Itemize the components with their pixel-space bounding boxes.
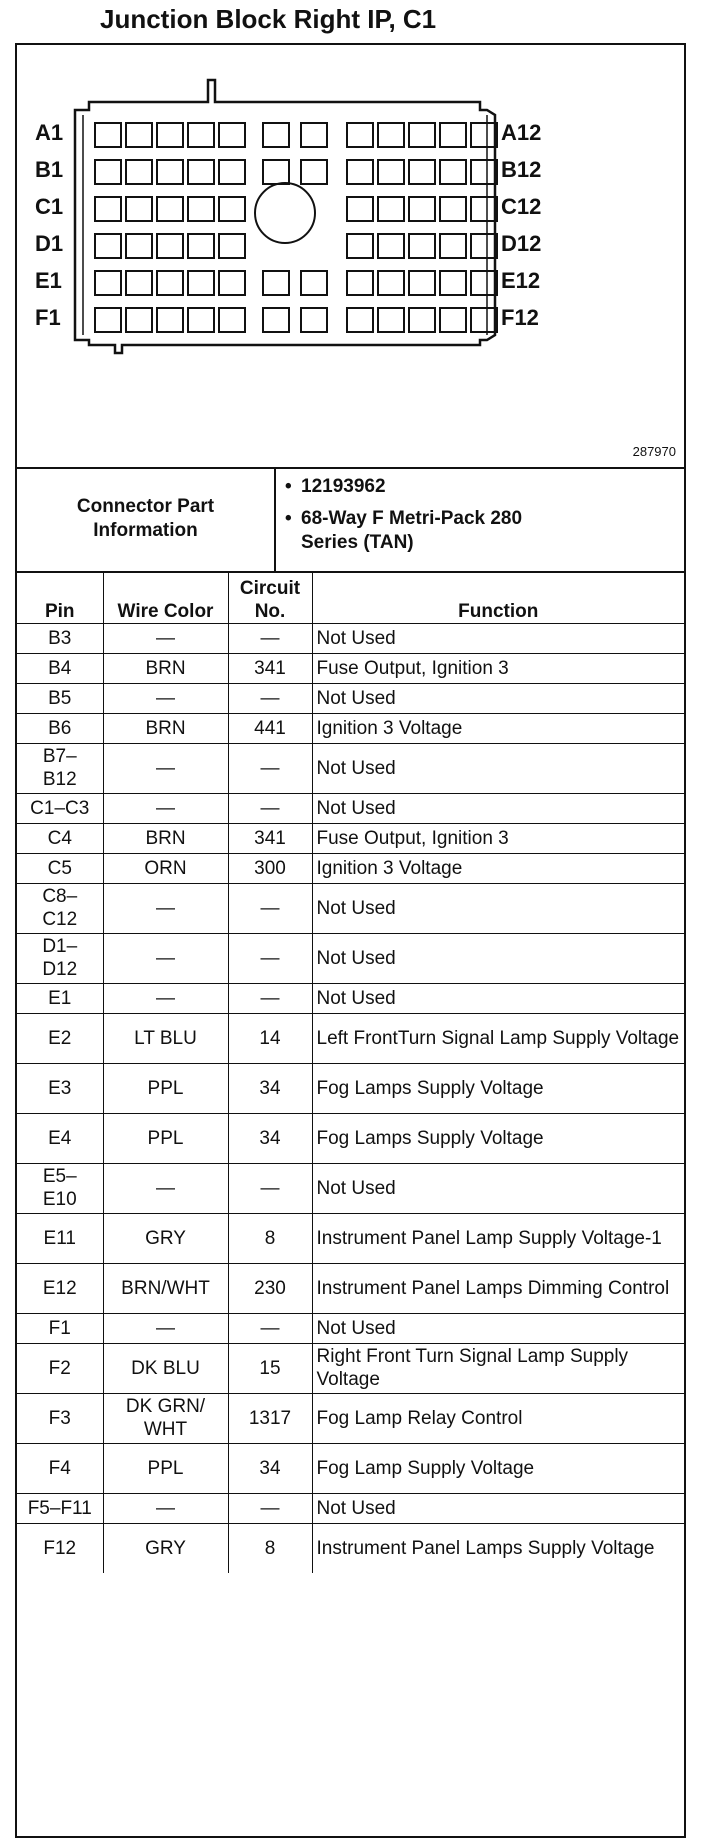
function-cell: Not Used [312,933,684,983]
pin-cell: F5–F11 [17,1493,103,1523]
function-cell: Fog Lamp Supply Voltage [312,1443,684,1493]
pin-cavity [263,271,289,295]
table-row [17,1113,684,1163]
pin-cavity [188,234,214,258]
wire-color-cell: — [103,1163,228,1213]
table-row [17,1313,684,1343]
pin-cavity [409,160,435,184]
pin-cavity [440,308,466,332]
function-cell: Right Front Turn Signal Lamp Supply Voltage [312,1343,684,1393]
header-circuit-no: Circuit No. [228,571,312,623]
function-cell: Instrument Panel Lamps Supply Voltage [312,1523,684,1573]
pin-cavity [219,197,245,221]
circuit-cell: — [228,883,312,933]
pin-cavity [188,197,214,221]
pin-cell: C1–C3 [17,793,103,823]
circuit-cell: 34 [228,1063,312,1113]
pin-cavity [126,123,152,147]
function-cell: Fuse Output, Ignition 3 [312,653,684,683]
function-cell: Fog Lamps Supply Voltage [312,1113,684,1163]
pin-cell: F1 [17,1313,103,1343]
description-item: • 68-Way F Metri-Pack 280 Series (TAN) [285,507,531,555]
pin-cell: B4 [17,653,103,683]
row-label-left: C1 [35,194,64,219]
table-row [17,743,684,793]
table-row [17,1213,684,1263]
header-wire-color: Wire Color [103,571,228,623]
pin-cavity [126,308,152,332]
table-row [17,983,684,1013]
wire-color-cell: — [103,983,228,1013]
circuit-cell: 341 [228,823,312,853]
pin-cavity [95,197,121,221]
table-row [17,623,684,653]
circuit-cell: — [228,1163,312,1213]
pin-cavity [157,160,183,184]
pin-cavity [471,197,497,221]
pin-cell: E2 [17,1013,103,1063]
pin-cavity [157,123,183,147]
pin-cell: B7–B12 [17,743,103,793]
table-row [17,1163,684,1213]
pin-cavity [157,271,183,295]
function-cell: Not Used [312,1493,684,1523]
circuit-cell: — [228,1493,312,1523]
wire-color-cell: — [103,683,228,713]
wire-color-cell: — [103,883,228,933]
circuit-cell: 34 [228,1443,312,1493]
wire-color-cell: GRY [103,1213,228,1263]
table-row [17,1523,684,1573]
circuit-cell: 15 [228,1343,312,1393]
table-row [17,1493,684,1523]
pin-cavity [219,271,245,295]
pin-cavity [378,197,404,221]
function-cell: Left FrontTurn Signal Lamp Supply Voltage [312,1013,684,1063]
row-label-left: B1 [35,157,64,182]
function-cell: Not Used [312,883,684,933]
pin-cavity [188,123,214,147]
function-cell: Not Used [312,1163,684,1213]
pin-cavity [157,308,183,332]
table-row [17,823,684,853]
wire-color-cell: PPL [103,1063,228,1113]
pin-cavity [263,160,289,184]
row-label-left: D1 [35,231,64,256]
pin-cavity [95,308,121,332]
pin-cavity [440,160,466,184]
pin-cavity [440,271,466,295]
pin-cell: B5 [17,683,103,713]
circuit-cell: 441 [228,713,312,743]
pin-cavity [347,160,373,184]
wire-color-cell: DK GRN/ WHT [103,1393,228,1443]
pin-cavity [157,197,183,221]
pin-cavity [95,234,121,258]
pin-cell: E4 [17,1113,103,1163]
circuit-cell: 14 [228,1013,312,1063]
row-label-right: A12 [501,120,542,145]
connector-part-info [17,467,684,573]
pin-table [17,571,684,1573]
pin-cell: D1–D12 [17,933,103,983]
wire-color-cell: BRN [103,713,228,743]
pin-cavity [409,271,435,295]
pin-cell: F3 [17,1393,103,1443]
function-cell: Instrument Panel Lamp Supply Voltage-1 [312,1213,684,1263]
part-number: 12193962 [301,476,386,497]
wire-color-cell: — [103,623,228,653]
pin-cell: E11 [17,1213,103,1263]
connector-housing-outline [75,80,495,353]
table-row [17,933,684,983]
pin-cavity [301,308,327,332]
table-row [17,1343,684,1393]
row-label-right: C12 [501,194,542,219]
function-cell: Ignition 3 Voltage [312,853,684,883]
pin-cavity [126,271,152,295]
pin-cell: E12 [17,1263,103,1313]
pin-cavity [347,123,373,147]
circuit-cell: — [228,793,312,823]
circuit-cell: — [228,683,312,713]
wire-color-cell: PPL [103,1443,228,1493]
pin-cavity [471,271,497,295]
pin-cavity [219,123,245,147]
pin-cavity [378,271,404,295]
pin-cell: F12 [17,1523,103,1573]
pin-cavity [409,123,435,147]
circuit-cell: 300 [228,853,312,883]
pin-cavity [301,123,327,147]
header-pin: Pin [17,571,103,623]
pin-cavity [471,234,497,258]
pin-cavity [440,197,466,221]
circuit-cell: 8 [228,1213,312,1263]
connector-description: 68-Way F Metri-Pack 280 Series (TAN) [301,508,523,553]
pin-cell: B3 [17,623,103,653]
pin-cavity [126,160,152,184]
wire-color-cell: BRN [103,823,228,853]
pin-cavity [347,271,373,295]
pin-table-header [17,571,684,623]
pin-cavity [471,160,497,184]
pin-cavity [347,234,373,258]
pin-cavity [409,234,435,258]
polarizing-circle [255,183,315,243]
circuit-cell: 341 [228,653,312,683]
wire-color-cell: — [103,743,228,793]
circuit-cell: 1317 [228,1393,312,1443]
circuit-cell: — [228,1313,312,1343]
pin-cavity [471,308,497,332]
function-cell: Not Used [312,743,684,793]
pin-cell: E1 [17,983,103,1013]
connector-info-details [285,475,531,555]
circuit-cell: 230 [228,1263,312,1313]
table-row [17,853,684,883]
pin-cavity [126,197,152,221]
pin-cavity [188,160,214,184]
function-cell: Not Used [312,793,684,823]
circuit-cell: — [228,623,312,653]
table-row [17,1263,684,1313]
function-cell: Instrument Panel Lamps Dimming Control [312,1263,684,1313]
pin-cavity [347,197,373,221]
row-label-right: B12 [501,157,542,182]
table-row [17,1063,684,1113]
pin-cavity [378,234,404,258]
pin-cell: E5–E10 [17,1163,103,1213]
pin-cavity [219,160,245,184]
table-row [17,1393,684,1443]
table-row [17,653,684,683]
wire-color-cell: ORN [103,853,228,883]
row-label-right: E12 [501,268,541,293]
row-label-right: F12 [501,305,539,330]
pin-cavity [219,308,245,332]
function-cell: Not Used [312,683,684,713]
figure-number: 287970 [632,444,676,459]
pin-cavity [471,123,497,147]
wire-color-cell: — [103,1493,228,1523]
page-title: Junction Block Right IP, C1 [100,4,437,34]
row-label-right: D12 [501,231,542,256]
connector-info-heading [17,467,276,571]
pin-cavity [347,308,373,332]
pin-cavity [263,308,289,332]
pin-cell: C8–C12 [17,883,103,933]
connector-info-heading-text: Connector Part Information [76,496,215,541]
pin-cavity [301,271,327,295]
table-row [17,713,684,743]
pin-cavity [378,308,404,332]
row-label-left: F1 [35,305,61,330]
pin-cavity [188,271,214,295]
function-cell: Not Used [312,1313,684,1343]
table-row [17,1013,684,1063]
pin-cell: C4 [17,823,103,853]
pin-cell: E3 [17,1063,103,1113]
table-row [17,793,684,823]
header-function: Function [312,571,684,623]
table-row [17,1443,684,1493]
circuit-cell: — [228,983,312,1013]
pin-cell: B6 [17,713,103,743]
function-cell: Not Used [312,983,684,1013]
pin-cell: F2 [17,1343,103,1393]
pin-cavity [440,123,466,147]
wire-color-cell: BRN/WHT [103,1263,228,1313]
pin-cell: C5 [17,853,103,883]
pin-cavity [95,271,121,295]
pin-cavity [95,160,121,184]
circuit-cell: 8 [228,1523,312,1573]
circuit-cell: — [228,933,312,983]
pin-cavity [157,234,183,258]
part-number-item: • 12193962 [285,476,386,497]
wire-color-cell: — [103,933,228,983]
wire-color-cell: PPL [103,1113,228,1163]
wire-color-cell: — [103,793,228,823]
pin-cavity [409,308,435,332]
function-cell: Fog Lamp Relay Control [312,1393,684,1443]
circuit-cell: 34 [228,1113,312,1163]
pin-cavity [378,123,404,147]
connector-face-drawing [17,45,684,467]
pin-cavity [301,160,327,184]
pin-cavity [378,160,404,184]
pin-cavity [440,234,466,258]
wire-color-cell: LT BLU [103,1013,228,1063]
function-cell: Fog Lamps Supply Voltage [312,1063,684,1113]
table-row [17,883,684,933]
circuit-cell: — [228,743,312,793]
wire-color-cell: — [103,1313,228,1343]
table-row [17,683,684,713]
pin-cavity [188,308,214,332]
wire-color-cell: DK BLU [103,1343,228,1393]
wire-color-cell: BRN [103,653,228,683]
pin-cavity [95,123,121,147]
function-cell: Ignition 3 Voltage [312,713,684,743]
pin-cavity [219,234,245,258]
pin-cavity [409,197,435,221]
pin-cavity [263,123,289,147]
row-label-left: A1 [35,120,64,145]
function-cell: Not Used [312,623,684,653]
connector-sheet [15,43,686,1838]
row-label-left: E1 [35,268,62,293]
pin-cell: F4 [17,1443,103,1493]
pin-cavity [126,234,152,258]
wire-color-cell: GRY [103,1523,228,1573]
connector-diagram [17,45,684,469]
function-cell: Fuse Output, Ignition 3 [312,823,684,853]
